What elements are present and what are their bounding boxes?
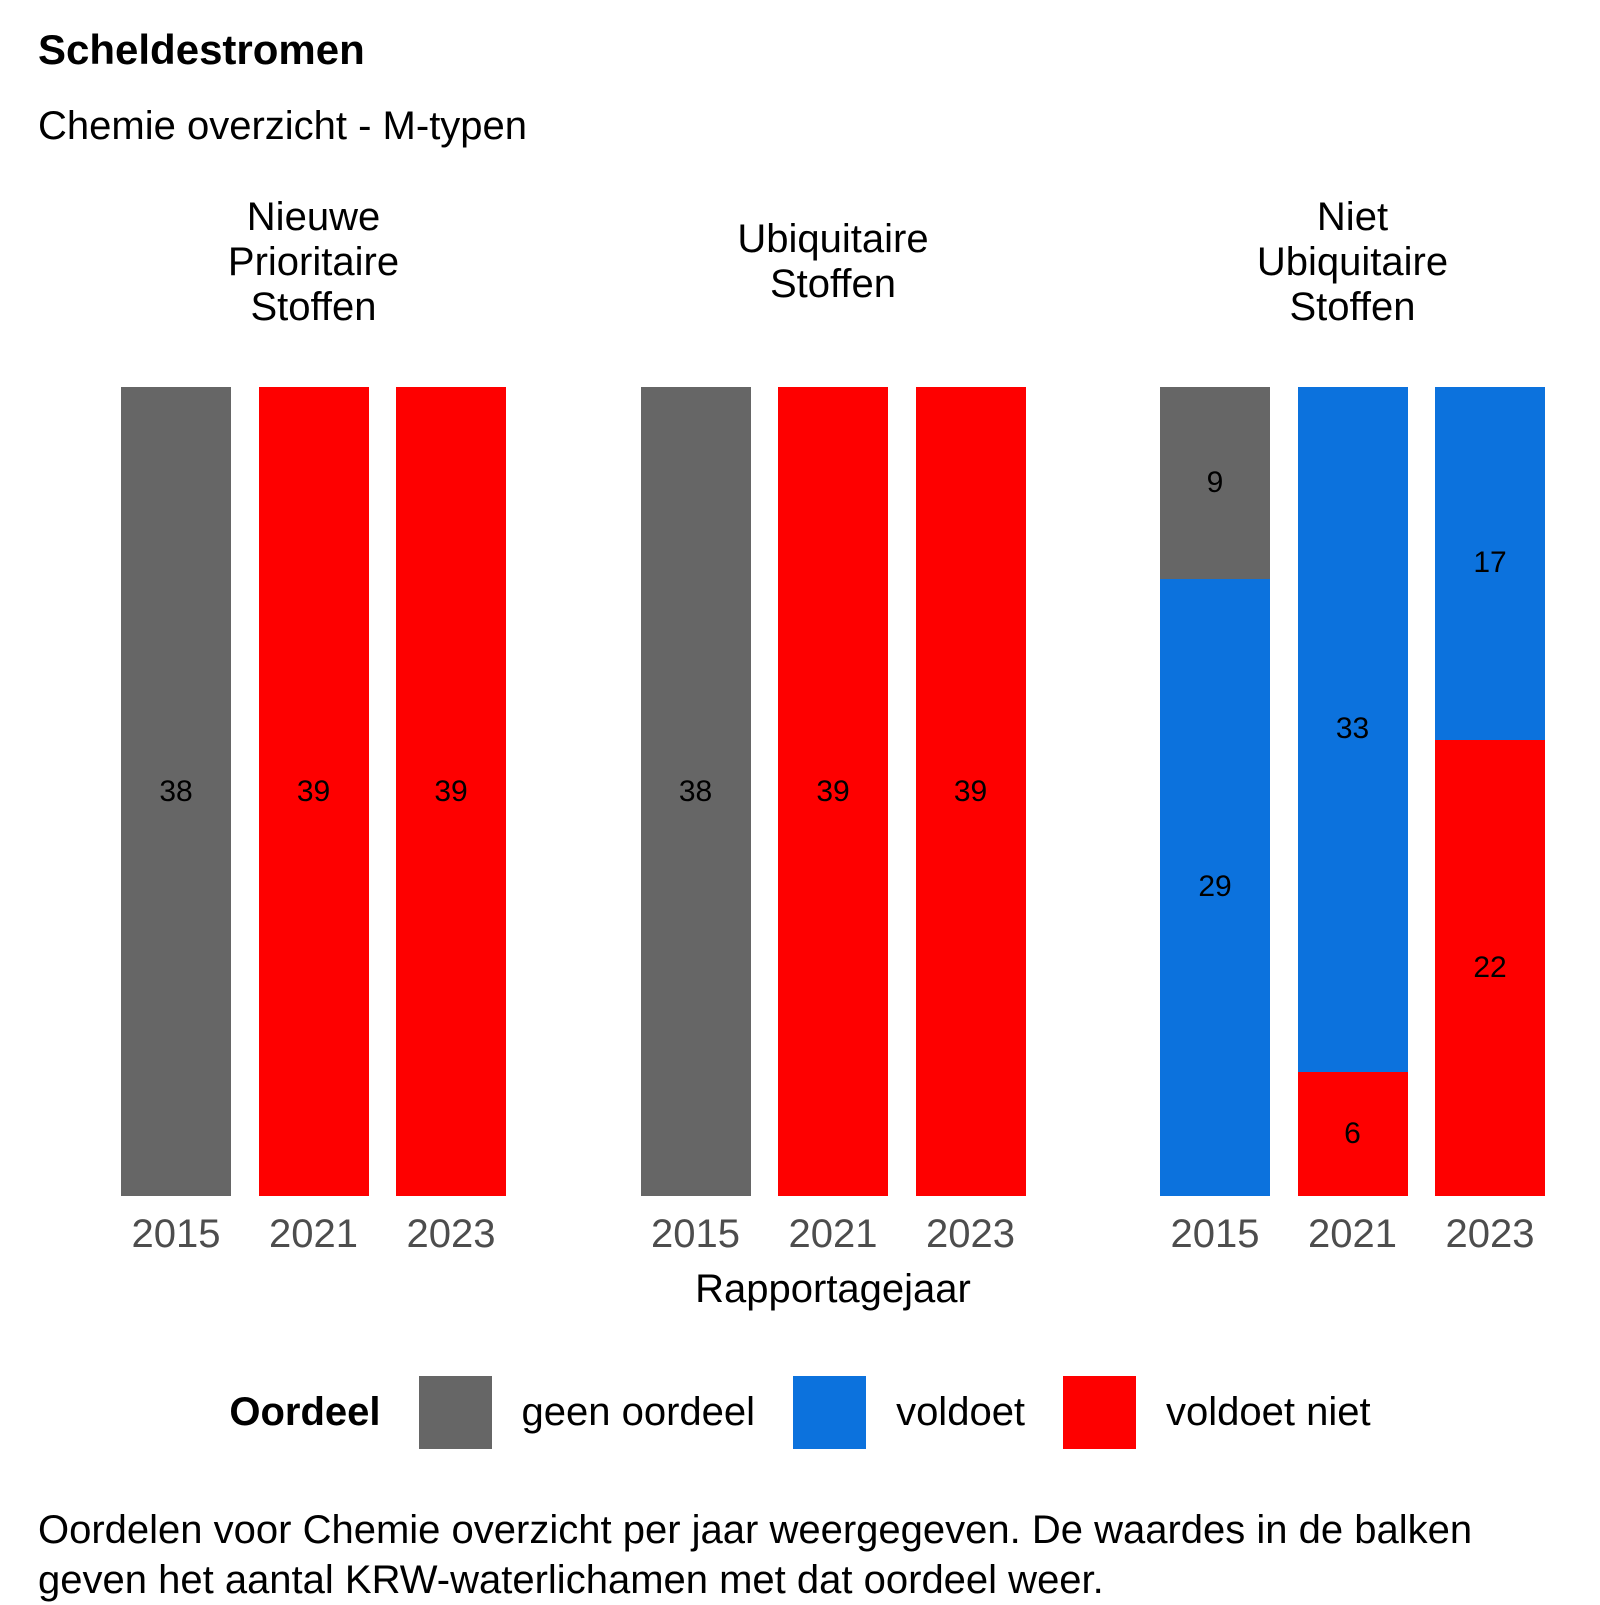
caption-line-2: geven het aantal KRW-waterlichamen met dat oordeel weer. [38,1558,1104,1602]
facet-title-line: Ubiquitaire [1256,239,1449,284]
x-axis-title: Rapportagejaar [695,1267,971,1311]
facet-title-line: Stoffen [1289,284,1416,329]
bar-segment-voldoet-niet [259,387,369,1196]
x-tick-label: 2023 [406,1212,496,1256]
legend-label: voldoet niet [1166,1390,1371,1434]
bar-value-label: 22 [1473,950,1507,984]
bar-column [121,387,231,1257]
facet-title-slot [641,193,1026,331]
facet-panel [1160,387,1545,1257]
legend-label: voldoet [896,1390,1026,1434]
facet-title-slot [121,193,506,331]
stacked-bar [396,387,506,1196]
facet-panels-row [0,387,1600,1257]
facet-title [1160,193,1545,331]
x-tick-label: 2015 [1170,1212,1260,1256]
x-tick-label: 2021 [788,1212,878,1256]
bar-value-label: 39 [296,774,331,808]
bar-value-label: 29 [1198,870,1232,904]
stacked-bar [916,387,1026,1196]
stacked-bar [778,387,888,1196]
chart-header [0,0,1600,149]
bar-value-label: 39 [953,774,988,808]
facet-title [121,193,506,331]
stacked-bar [641,387,751,1196]
stacked-bar [1435,387,1545,1196]
bar-value-label: 39 [434,774,468,808]
x-axis-title-row [0,1267,1600,1312]
bar-value-label: 33 [1335,712,1370,746]
facet-title-line: Niet [1316,194,1389,239]
bar-value-label: 9 [1206,465,1224,499]
facet-title-line: Nieuwe [246,194,381,239]
bar-segment-voldoet [1435,387,1545,740]
facet-title-line: Stoffen [769,262,897,306]
facet-title-line: Prioritaire [227,239,400,284]
facet-title-line: Stoffen [250,284,377,329]
bar-value-label: 6 [1344,1116,1361,1150]
bar-segment-geen-oordeel [641,387,751,1196]
caption [38,1505,1562,1605]
bar-value-label: 17 [1473,546,1507,580]
bar-column [259,387,369,1257]
legend [0,1376,1600,1449]
bar-column [396,387,506,1257]
bar-value-label: 38 [678,774,713,808]
legend-item-geen-oordeel [419,1376,756,1449]
bar-segment-voldoet-niet [778,387,888,1196]
caption-line-1: Oordelen voor Chemie overzicht per jaar weergegeven. De waardes in de balken [38,1508,1473,1552]
bar-segment-voldoet-niet [1435,740,1545,1196]
facet-panel [641,387,1026,1257]
legend-swatch-geen-oordeel [419,1376,492,1449]
x-tick-label: 2021 [1308,1212,1397,1256]
legend-label: geen oordeel [521,1390,756,1434]
legend-swatch-voldoet-niet [1063,1376,1136,1449]
stacked-bar [121,387,231,1196]
chart-subtitle: Chemie overzicht - M-typen [38,104,528,148]
x-tick-label: 2023 [1445,1212,1535,1256]
bar-segment-geen-oordeel [121,387,231,1196]
bar-segment-voldoet-niet [916,387,1026,1196]
bar-column [916,387,1026,1257]
bar-value-label: 39 [816,774,850,808]
bar-column [778,387,888,1257]
chart-title: Scheldestromen [38,26,365,73]
bar-segment-voldoet [1160,579,1270,1196]
bar-column [1160,387,1270,1257]
bar-segment-voldoet [1298,387,1408,1072]
legend-item-voldoet-niet [1063,1376,1371,1449]
facet-panel [121,387,506,1257]
x-tick-label: 2015 [131,1212,221,1256]
x-tick-label: 2023 [926,1212,1015,1256]
stacked-bar [1298,387,1408,1196]
bar-segment-voldoet-niet [396,387,506,1196]
bar-segment-voldoet-niet [1298,1072,1408,1196]
x-tick-label: 2021 [269,1212,358,1256]
facet-title-slot [1160,193,1545,331]
legend-item-voldoet [793,1376,1025,1449]
bar-segment-geen-oordeel [1160,387,1270,579]
bar-column [641,387,751,1257]
facet-title-line: Ubiquitaire [737,217,929,261]
stacked-bar [1160,387,1270,1196]
bar-column [1298,387,1408,1257]
facet-titles-row [0,193,1600,331]
legend-title: Oordeel [229,1390,381,1434]
bar-value-label: 38 [159,774,193,808]
x-tick-label: 2015 [651,1212,740,1256]
bar-column [1435,387,1545,1257]
facet-title [641,193,1026,331]
stacked-bar [259,387,369,1196]
legend-swatch-voldoet [793,1376,866,1449]
